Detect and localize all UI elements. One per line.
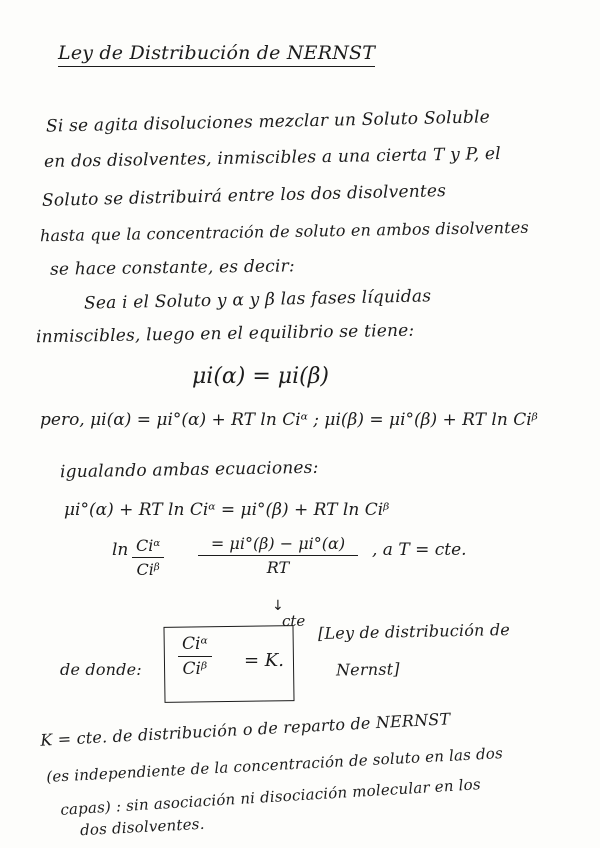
intro-line-2: en dos disolventes, inmiscibles a una cierta T y P, el xyxy=(43,144,502,172)
page-title: Ley de Distribución de NERNST xyxy=(58,42,375,67)
de-donde-label: de donde: xyxy=(60,660,142,679)
equilibrium-equation: μi(α) = μi(β) xyxy=(192,364,329,389)
igualando-line: igualando ambas ecuaciones: xyxy=(59,457,319,483)
intro-line-3: Soluto se distribuirá entre los dos disolventes xyxy=(41,181,447,211)
rhs-fraction-bar xyxy=(198,555,358,556)
closing-line-3: capas) : sin asociación ni disociación molecular en los xyxy=(59,775,482,819)
rhs-fraction xyxy=(198,534,358,577)
ln-fraction-denominator: Ciᵝ xyxy=(136,560,160,579)
rhs-fraction-numerator: = μi°(β) − μi°(α) xyxy=(210,534,346,553)
closing-line-1: K = cte. de distribución o de reparto de NERNST xyxy=(39,709,451,750)
temperature-condition: , a T = cte. xyxy=(372,540,467,560)
result-denominator: Ciᵝ xyxy=(182,659,208,679)
ln-fraction xyxy=(132,536,164,579)
ley-label-line-2: Nernst] xyxy=(335,659,400,680)
chemical-potential-definitions: pero, μi(α) = μi°(α) + RT ln Ciᵅ ; μi(β) = μi°(β) + RT ln Ciᵝ xyxy=(40,410,538,430)
intro-line-6: Sea i el Soluto y α y β las fases líquidas xyxy=(83,286,432,314)
closing-line-4: dos disolventes. xyxy=(79,814,205,840)
ln-fraction-bar xyxy=(132,557,164,558)
ley-label-line-1: [Ley de distribución de xyxy=(317,619,511,644)
intro-line-1: Si se agita disoluciones mezclar un Soluto Soluble xyxy=(45,107,491,137)
result-numerator: Ciᵅ xyxy=(182,634,208,654)
intro-line-4: hasta que la concentración de soluto en ambos disolventes xyxy=(39,217,530,246)
intro-line-5: se hace constante, es decir: xyxy=(49,256,295,280)
ln-label: ln xyxy=(112,540,129,560)
rhs-fraction-denominator: RT xyxy=(266,558,290,577)
result-fraction-bar xyxy=(178,656,212,657)
equated-equation: μi°(α) + RT ln Ciᵅ = μi°(β) + RT ln Ciᵝ xyxy=(64,500,390,520)
ln-fraction-numerator: Ciᵅ xyxy=(136,536,161,555)
down-arrow-icon: ↓ xyxy=(272,598,284,614)
result-fraction xyxy=(178,634,212,679)
closing-line-2: (es independiente de la concentración de soluto en las dos xyxy=(45,744,504,786)
cte-annotation: cte xyxy=(282,612,306,630)
equals-k: = K. xyxy=(244,650,284,671)
intro-line-7: inmiscibles, luego en el equilibrio se tiene: xyxy=(35,320,415,348)
